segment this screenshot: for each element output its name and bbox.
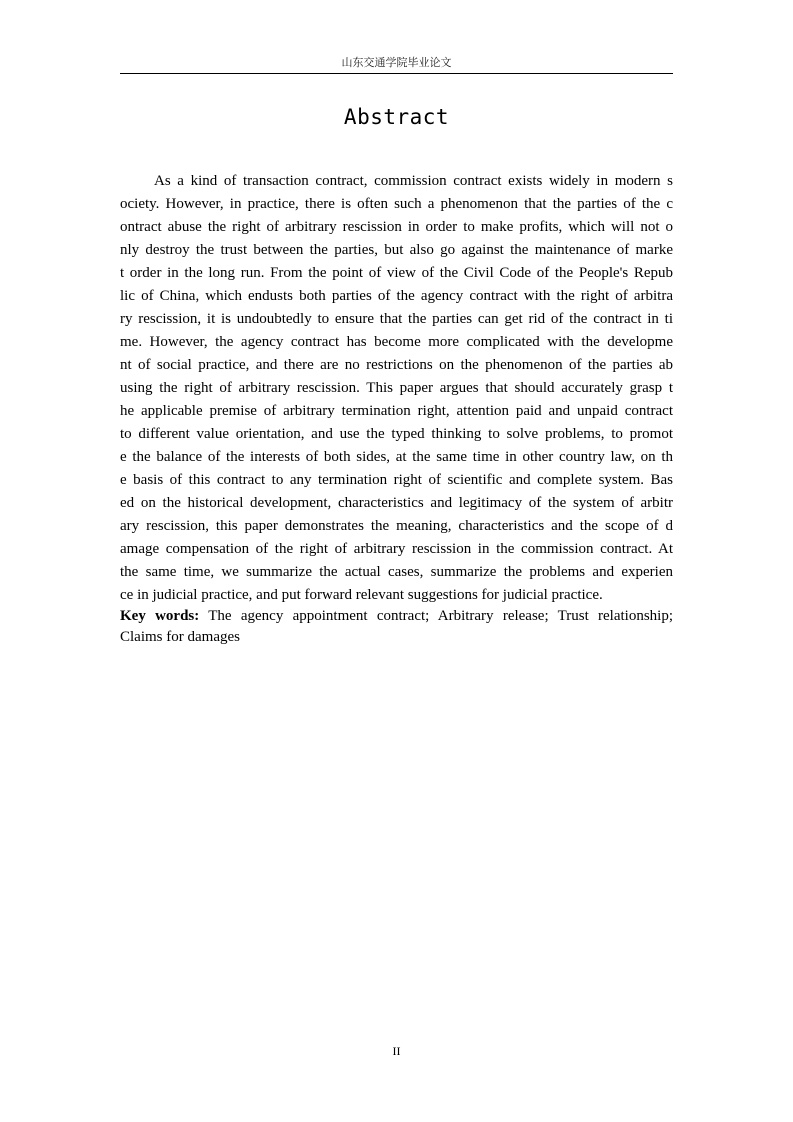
header-rule <box>120 73 673 74</box>
abstract-line: nly destroy the trust between the parties, but also go against the maintenance of marke <box>120 242 673 258</box>
abstract-line: using the right of arbitrary rescission. This paper argues that should accurately grasp t <box>120 380 673 396</box>
keywords-label: Key words: <box>120 608 200 624</box>
abstract-body <box>120 170 673 607</box>
abstract-line: me. However, the agency contract has become more complicated with the developme <box>120 334 673 350</box>
abstract-line: nt of social practice, and there are no restrictions on the phenomenon of the parties ab <box>120 357 673 373</box>
abstract-line: ary rescission, this paper demonstrates the meaning, characteristics and the scope of d <box>120 518 673 534</box>
abstract-line: ontract abuse the right of arbitrary rescission in order to make profits, which will not o <box>120 219 673 235</box>
abstract-line: ce in judicial practice, and put forward relevant suggestions for judicial practice. <box>120 587 603 603</box>
page-number: II <box>392 1044 401 1058</box>
abstract-line: he applicable premise of arbitrary termination right, attention paid and unpaid contract <box>120 403 673 419</box>
abstract-line: e the balance of the interests of both sides, at the same time in other country law, on th <box>120 449 673 465</box>
running-header: 山东交通学院毕业论文 <box>341 56 452 69</box>
keywords-text: The agency appointment contract; Arbitrary release; Trust relationship; <box>208 608 673 624</box>
abstract-line: ed on the historical development, characteristics and legitimacy of the system of arbitr <box>120 495 673 511</box>
abstract-line: amage compensation of the right of arbitrary rescission in the commission contract. At <box>120 541 673 557</box>
abstract-line: As a kind of transaction contract, commission contract exists widely in modern s <box>154 173 673 189</box>
keywords-block <box>120 606 673 648</box>
abstract-line: t order in the long run. From the point of view of the Civil Code of the People's Repub <box>120 265 673 281</box>
abstract-line: the same time, we summarize the actual cases, summarize the problems and experien <box>120 564 673 580</box>
abstract-line: to different value orientation, and use the typed thinking to solve problems, to promot <box>120 426 673 442</box>
abstract-line: e basis of this contract to any termination right of scientific and complete system. Bas <box>120 472 673 488</box>
keywords-line <box>120 606 673 627</box>
abstract-line: lic of China, which endusts both parties of the agency contract with the right of arbitra <box>120 288 673 304</box>
abstract-heading: Abstract <box>343 105 450 129</box>
abstract-line: ociety. However, in practice, there is often such a phenomenon that the parties of the c <box>120 196 673 212</box>
keywords-continuation: Claims for damages <box>120 629 240 645</box>
abstract-line: ry rescission, it is undoubtedly to ensure that the parties can get rid of the contract in ti <box>120 311 673 327</box>
